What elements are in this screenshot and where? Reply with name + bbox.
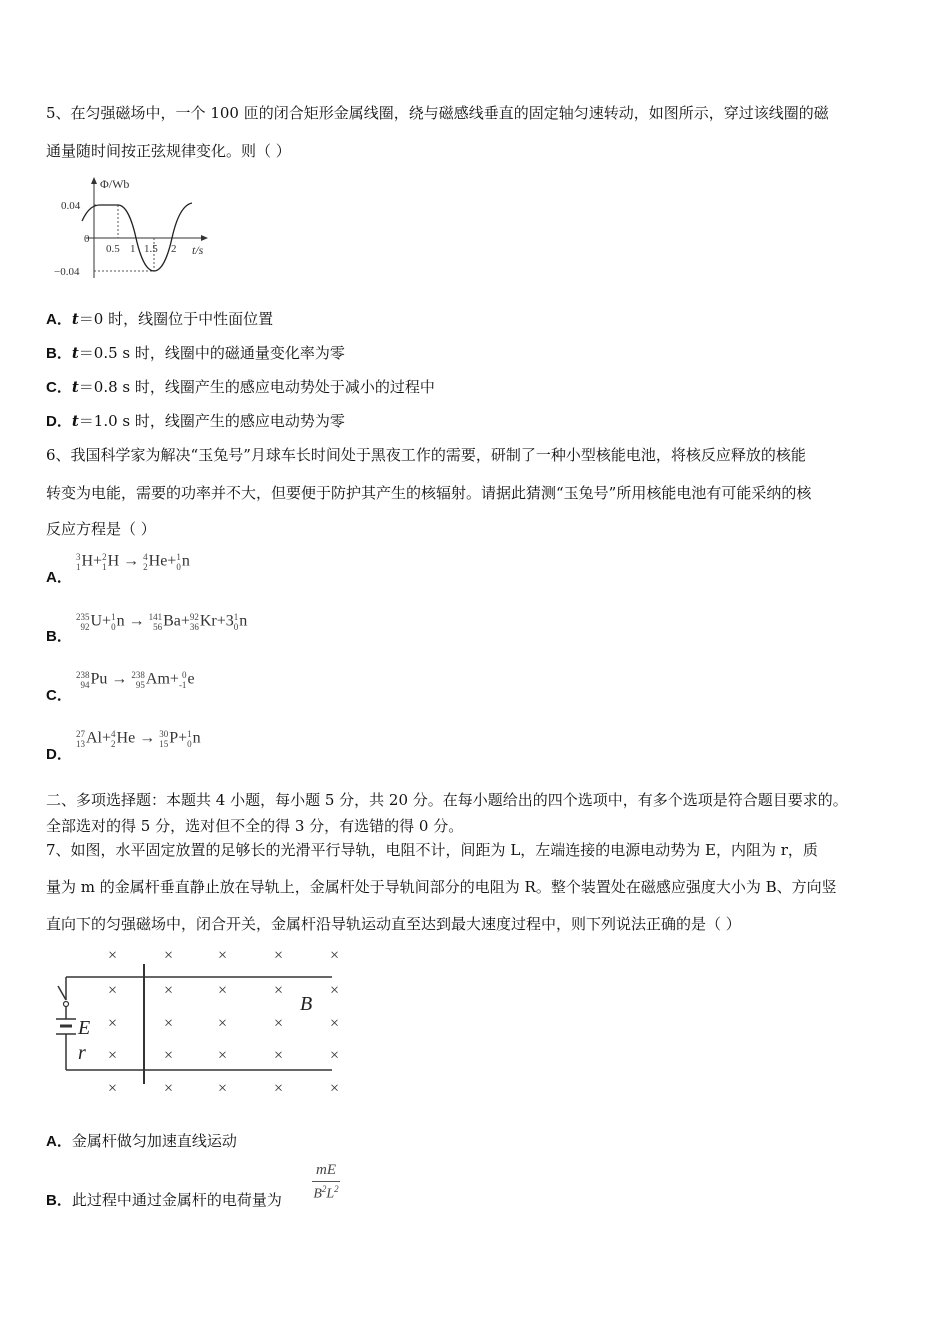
y-tick-max: 0.04 xyxy=(61,200,81,212)
section2-heading-line2: 全部选对的得 5 分，选对但不全的得 3 分，有选错的得 0 分。 xyxy=(46,817,464,835)
field-cross-4-3: × xyxy=(274,1080,284,1097)
y-axis-label: Φ/Wb xyxy=(100,177,130,191)
field-label: B xyxy=(300,993,313,1015)
q6-stem-line3: 反应方程是（ ） xyxy=(46,520,156,538)
field-cross-4-4: × xyxy=(330,1080,340,1097)
x-tick-1: 1 xyxy=(130,243,136,255)
option-var: t xyxy=(71,378,79,396)
option-label: C． xyxy=(46,379,72,396)
q6-option-d-label[interactable]: D． xyxy=(46,746,72,763)
option-var: t xyxy=(71,412,79,430)
option-label: B． xyxy=(46,1192,72,1209)
q5-stem-line2: 通量随时间按正弦规律变化。则（ ） xyxy=(46,142,291,160)
field-cross-2-4: × xyxy=(330,1015,340,1032)
q7-stem-line3: 直向下的匀强磁场中，闭合开关，金属杆沿导轨运动直至达到最大速度过程中，则下列说法正确的是（ ） xyxy=(46,915,741,933)
q7-option-a[interactable] xyxy=(46,1130,237,1151)
field-cross-3-0: × xyxy=(108,1047,118,1064)
field-cross-1-2: × xyxy=(218,982,228,999)
field-cross-3-3: × xyxy=(274,1047,284,1064)
field-cross-4-2: × xyxy=(218,1080,228,1097)
q5-stem-line1: 5、在匀强磁场中，一个 100 匝的闭合矩形金属线圈，绕与磁感线垂直的固定轴匀速转动，如图所示，穿过该线圈的磁 xyxy=(46,104,829,122)
fraction-numerator: mE xyxy=(312,1162,340,1182)
x-tick-2: 2 xyxy=(171,243,177,255)
option-text: ＝0.5 s 时，线圈中的磁通量变化率为零 xyxy=(78,344,345,362)
option-text: ＝1.0 s 时，线圈产生的感应电动势为零 xyxy=(78,412,345,430)
option-text: 金属杆做匀加速直线运动 xyxy=(71,1132,237,1150)
q6-equation-b: 235 92 U+ 1 0 n → 141 56 Ba+ 92 36 Kr+3 1 0 n xyxy=(76,612,248,632)
option-text: ＝0 时，线圈位于中性面位置 xyxy=(78,310,274,328)
q7-circuit-figure xyxy=(46,942,356,1102)
q6-stem-line1: 6、我国科学家为解决“玉兔号”月球车长时间处于黑夜工作的需要，研制了一种小型核能电池，将核反应释放的核能 xyxy=(46,446,806,464)
q6-option-b-label[interactable]: B． xyxy=(46,628,72,645)
field-cross-0-1: × xyxy=(164,947,174,964)
field-cross-3-1: × xyxy=(164,1047,174,1064)
q6-equation-a: 3 1 H+ 2 1 H → 4 2 He+ 1 0 n xyxy=(76,552,190,572)
field-cross-2-0: × xyxy=(108,1015,118,1032)
option-label: D． xyxy=(46,413,72,430)
field-cross-2-3: × xyxy=(274,1015,284,1032)
section2-heading-line1: 二、多项选择题：本题共 4 小题，每小题 5 分，共 20 分。在每小题给出的四个选项中，有多个选项是符合题目要求的。 xyxy=(46,791,848,809)
q6-option-c-label[interactable]: C． xyxy=(46,687,72,704)
emf-label: E xyxy=(78,1017,91,1039)
option-var: t xyxy=(71,344,79,362)
field-cross-0-3: × xyxy=(274,947,284,964)
field-cross-2-1: × xyxy=(164,1015,174,1032)
field-cross-2-2: × xyxy=(218,1015,228,1032)
q6-equation-c: 238 94 Pu → 238 95 Am+ 0 -1 e xyxy=(76,670,195,690)
option-var: t xyxy=(71,310,79,328)
field-cross-1-3: × xyxy=(274,982,284,999)
fraction-denominator: $B^2L^2$ xyxy=(313,1184,339,1202)
x-axis-arrow xyxy=(201,235,208,241)
field-cross-1-1: × xyxy=(164,982,174,999)
field-cross-0-4: × xyxy=(330,947,340,964)
field-cross-1-0: × xyxy=(108,982,118,999)
x-tick-1.5: 1.5 xyxy=(144,243,158,255)
q5-option-d[interactable] xyxy=(46,410,345,431)
field-marks xyxy=(108,947,339,1097)
x-axis-label: t/s xyxy=(192,243,204,257)
q7-stem-line2: 量为 m 的金属杆垂直静止放在导轨上，金属杆处于导轨间部分的电阻为 R。整个装置处在磁感应强度大小为 B、方向竖 xyxy=(46,878,837,896)
q5-option-a[interactable] xyxy=(46,308,273,329)
flux-curve xyxy=(82,203,192,271)
q5-flux-graph xyxy=(46,172,216,284)
option-label: B． xyxy=(46,345,72,362)
field-cross-4-1: × xyxy=(164,1080,174,1097)
option-text: ＝0.8 s 时，线圈产生的感应电动势处于减小的过程中 xyxy=(78,378,435,396)
q5-option-c[interactable] xyxy=(46,376,435,397)
q7-charge-fraction xyxy=(312,1162,340,1203)
field-cross-3-4: × xyxy=(330,1047,340,1064)
option-label: A． xyxy=(46,1133,72,1150)
option-label: A． xyxy=(46,311,72,328)
q6-equation-d: 27 13 Al+ 4 2 He → 30 15 P+ 1 0 n xyxy=(76,729,201,749)
field-cross-0-0: × xyxy=(108,947,118,964)
field-cross-0-2: × xyxy=(218,947,228,964)
q5-option-b[interactable] xyxy=(46,342,345,363)
y-tick-zero: 0 xyxy=(84,233,90,245)
internal-resistance-label: r xyxy=(78,1042,86,1064)
field-cross-3-2: × xyxy=(218,1047,228,1064)
q7-stem-line1: 7、如图，水平固定放置的足够长的光滑平行导轨，电阻不计，间距为 L，左端连接的电源电动势为 E，内阻为 r，质 xyxy=(46,841,818,859)
option-text: 此过程中通过金属杆的电荷量为 xyxy=(71,1191,282,1209)
field-cross-4-0: × xyxy=(108,1080,118,1097)
switch-contact xyxy=(64,1002,69,1007)
y-axis-arrow xyxy=(91,177,97,184)
switch-icon xyxy=(58,986,66,1000)
field-cross-1-4: × xyxy=(330,982,340,999)
q7-option-b[interactable] xyxy=(46,1189,282,1210)
q6-stem-line2: 转变为电能，需要的功率并不大，但要便于防护其产生的核辐射。请据此猜测“玉兔号”所用核能电池有可能采纳的核 xyxy=(46,484,812,502)
x-tick-0.5: 0.5 xyxy=(106,243,120,255)
y-tick-min: −0.04 xyxy=(54,266,80,278)
q6-option-a-label[interactable]: A． xyxy=(46,569,72,586)
